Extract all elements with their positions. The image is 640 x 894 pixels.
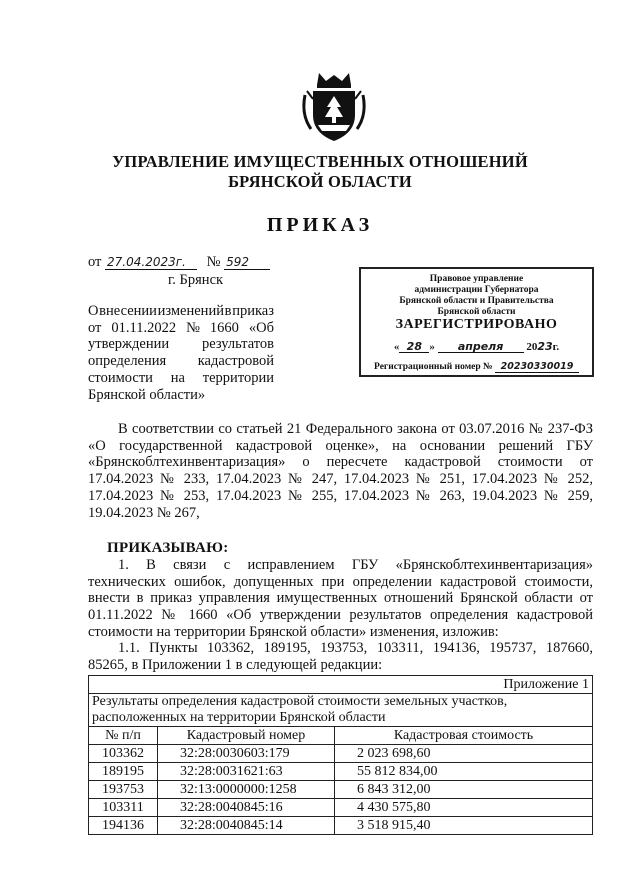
registration-stamp bbox=[359, 267, 594, 377]
table-row: 194136 32:28:0040845:14 3 518 915,40 bbox=[89, 817, 593, 835]
number-prefix: № bbox=[206, 254, 221, 270]
stamp-month: апреля bbox=[438, 341, 524, 353]
date-line bbox=[88, 254, 270, 271]
stamp-reg-number: 20230330019 bbox=[495, 361, 579, 373]
date-prefix: от bbox=[88, 254, 102, 270]
item-1-line: 01.11.2022 № 1660 «Об утверждении результатов определения кадастровой bbox=[88, 607, 593, 624]
item-1-line: 1. В связи с исправлением ГБУ «Брянскоблтехинвентаризация» bbox=[118, 557, 593, 573]
item-1-1 bbox=[88, 640, 593, 673]
stamp-line3: Брянской области и Правительства bbox=[399, 296, 554, 306]
stamp-reg-line bbox=[361, 361, 592, 373]
coat-of-arms-icon bbox=[301, 71, 367, 143]
order-heading: ПРИКАЗЫВАЮ: bbox=[107, 540, 229, 556]
stamp-date: « 28 » апреля 2023г. bbox=[393, 340, 560, 353]
table-row: 193753 32:13:0000000:1258 6 843 312,00 bbox=[89, 781, 593, 799]
preamble-line: 17.04.2023 № 233, 17.04.2023 № 247, 17.04.2023 № 251, 17.04.2023 № 252, bbox=[88, 471, 593, 488]
stamp-year-end: г. bbox=[552, 341, 560, 353]
item-1 bbox=[88, 557, 593, 641]
preamble-line: 19.04.2023 № 267, bbox=[88, 504, 200, 521]
stamp-registered: ЗАРЕГИСТРИРОВАНО bbox=[395, 317, 558, 332]
item-1-line: внести в приказ управления имущественных отношений Брянской области от bbox=[88, 590, 593, 607]
preamble bbox=[88, 421, 593, 521]
table-row: 103311 32:28:0040845:16 4 430 575,80 bbox=[89, 799, 593, 817]
item-1-line: технических ошибок, допущенных при определении кадастровой стоимости, bbox=[88, 573, 593, 590]
stamp-day: 28 bbox=[399, 341, 429, 353]
city: г. Брянск bbox=[168, 272, 224, 288]
stamp-line1: Правовое управление bbox=[429, 274, 524, 284]
table-caption: Результаты определения кадастровой стоимости земельных участков, расположенных на территории Брянской области bbox=[89, 694, 593, 727]
item-1-1-line: 85265, в Приложении 1 в следующей редакции: bbox=[88, 656, 383, 673]
item-1-line: стоимости на территории Брянской области» изменения, изложив: bbox=[88, 623, 499, 640]
stamp-line4: Брянской области bbox=[437, 307, 516, 317]
cadastral-table bbox=[88, 675, 593, 835]
stamp-year-suffix: 23 bbox=[537, 340, 553, 353]
header-cadastral-value: Кадастровая стоимость bbox=[335, 727, 593, 745]
item-1-1-line: 1.1. Пункты 103362, 189195, 193753, 103311, 194136, 195737, 187660, bbox=[118, 640, 593, 656]
table-row: 103362 32:28:0030603:179 2 023 698,60 bbox=[89, 745, 593, 763]
preamble-line: 17.04.2023 № 253, 17.04.2023 № 255, 17.04.2023 № 263, 19.04.2023 № 259, bbox=[88, 487, 593, 504]
preamble-line: В соответствии со статьей 21 Федерального закона от 03.07.2016 № 237-ФЗ bbox=[118, 421, 593, 437]
document-title: ПРИКАЗ bbox=[266, 214, 374, 236]
order-date: 27.04.2023г. bbox=[105, 255, 197, 270]
appendix-label: Приложение 1 bbox=[89, 676, 593, 694]
preamble-line: «Брянскоблтехинвентаризация» о пересчете кадастровой стоимости от bbox=[88, 454, 593, 471]
header-cadastral-number: Кадастровый номер bbox=[158, 727, 335, 745]
subject-block: О внесении изменений в приказ от 01.11.2022 № 1660 «Об утверждении результатов определения кадастровой стоимости на территории Брянской области» bbox=[88, 303, 274, 403]
stamp-year-prefix: 20 bbox=[526, 341, 538, 353]
org-name-line1: УПРАВЛЕНИЕ ИМУЩЕСТВЕННЫХ ОТНОШЕНИЙ bbox=[112, 152, 528, 171]
header-num: № п/п bbox=[89, 727, 158, 745]
order-number: 592 bbox=[224, 255, 270, 270]
org-name-line2: БРЯНСКОЙ ОБЛАСТИ bbox=[228, 172, 412, 191]
preamble-line: «О государственной кадастровой оценке», на основании решений ГБУ bbox=[88, 437, 593, 454]
table-header-row bbox=[89, 727, 593, 745]
table-row: 189195 32:28:0031621:63 55 812 834,00 bbox=[89, 763, 593, 781]
stamp-line2: администрации Губернатора bbox=[414, 285, 539, 295]
stamp-reg-label: Регистрационный номер № bbox=[374, 362, 493, 372]
